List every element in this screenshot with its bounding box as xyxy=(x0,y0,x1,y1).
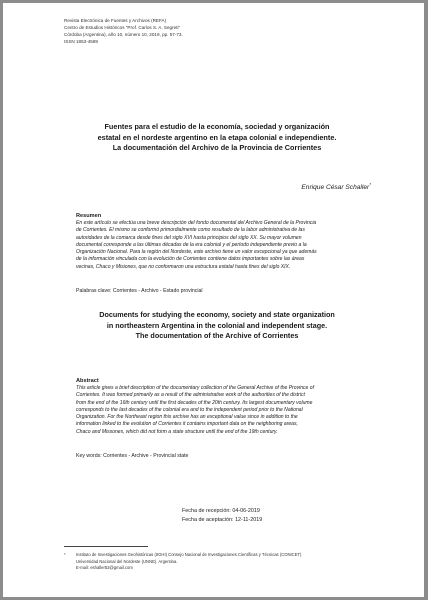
title-en-line: The documentation of the Archive of Corrientes xyxy=(135,331,299,341)
resumen-line: Organización Nacional. Para la región del Nordeste, este archivo tiene un valor excepcional ya que además xyxy=(76,249,317,255)
abstract-heading: Abstract xyxy=(76,378,99,384)
abstract-line: Organization. For the Northeast region this archive has an exceptional value since in addition to the xyxy=(76,414,298,420)
resumen-line: documental corresponde a las últimas décadas de la era colonial y el período independiente previo a la xyxy=(76,241,307,248)
title-en-line: in northeastern Argentina in the colonial and independent stage. xyxy=(106,320,328,330)
abstract-line: corresponds to the last decades of the colonial era and to the independent period prior to the National xyxy=(76,406,303,413)
article-title-spanish xyxy=(63,122,371,154)
footnote-rule xyxy=(64,546,148,547)
dates-block xyxy=(182,507,262,525)
resumen-line: autoridades de la comarca desde fines del siglo XVI hasta principios del siglo XX. Su mayor volumen xyxy=(76,234,302,241)
abstract-line: from the end of the 16th century until the first decades of the 20th century. Its largest documentary volume xyxy=(76,399,313,406)
abstract-body xyxy=(76,385,364,436)
journal-masthead xyxy=(64,17,183,45)
document-page xyxy=(3,3,424,597)
journal-issn: ISSN 1853-4589 xyxy=(64,39,98,44)
article-title-english xyxy=(63,310,371,342)
footnote-affiliation: Instituto de Investigaciones Geohistóricas (IIGHI) Consejo Nacional de Investigaciones Científicas y Técnicas (CONICET) xyxy=(76,552,302,557)
author-footnote xyxy=(64,552,301,572)
resumen-line: vecinas, Chaco y Misiones, que no conformaron una estructura estatal hasta fines del siglo XIX. xyxy=(76,263,291,270)
resumen-line: En este artículo se efectúa una breve descripción del fondo documental del Archivo General de la Provincia xyxy=(76,220,317,226)
resumen-heading: Resumen xyxy=(76,213,102,219)
footnote-mark: * xyxy=(64,552,66,557)
resumen-line: de la información vinculada con la evolución de Corrientes contiene datos importantes sobre las áreas xyxy=(76,256,305,263)
journal-citation: Córdoba (Argentina), año 10, número 10, 2019, pp. 57-73. xyxy=(64,32,183,37)
abstract-line: Corrientes. It was formed primarily as a result of the administrative work of the authorities of the district xyxy=(76,392,305,399)
abstract-line: This article gives a brief description of the documentary collection of the General Archive of the Province of xyxy=(76,385,314,391)
accepted-date: Fecha de aceptación: 12-11-2019 xyxy=(182,517,263,523)
author-name: Enrique César Schaller xyxy=(301,184,370,192)
resumen-line: de Corrientes. El mismo se conformó primordialmente como resultado de la labor administrativa de las xyxy=(76,227,305,234)
resumen-body xyxy=(76,220,364,271)
footnote-university: Universidad Nacional del Nordeste (UNNE). Argentina. xyxy=(76,558,178,564)
footnote-email[interactable]: E-mail: eshaller53@gmail.com xyxy=(76,565,133,571)
received-date: Fecha de recepción: 04-06-2019 xyxy=(182,508,260,514)
keywords: Key words: Corrientes - Archive - Provincial state xyxy=(76,453,189,459)
title-es-line: Fuentes para el estudio de la economía, sociedad y organización xyxy=(104,122,330,131)
title-en-line: Documents for studying the economy, society and state organization xyxy=(99,310,335,319)
title-es-line: La documentación del Archivo de la Provincia de Corrientes xyxy=(112,143,322,153)
palabras-clave: Palabras clave: Corrientes - Archivo - Estado provincial xyxy=(76,288,203,294)
journal-center: Centro de Estudios Históricos "Prof. Carlos S. A. Segreti" xyxy=(64,25,181,30)
title-es-line: estatal en el nordeste argentino en la etapa colonial e independiente. xyxy=(97,132,337,142)
journal-name: Revista Electrónica de Fuentes y Archivos (REFA) xyxy=(64,18,167,23)
author-footnote-mark[interactable]: * xyxy=(369,182,371,187)
abstract-line: Chaco and Missones, which did not form a state structure until the end of the 19th century. xyxy=(76,428,278,435)
abstract-line: information linked to the evolution of Corrientes it contains important data on the neighboring areas, xyxy=(76,421,298,428)
author-byline xyxy=(301,182,371,191)
